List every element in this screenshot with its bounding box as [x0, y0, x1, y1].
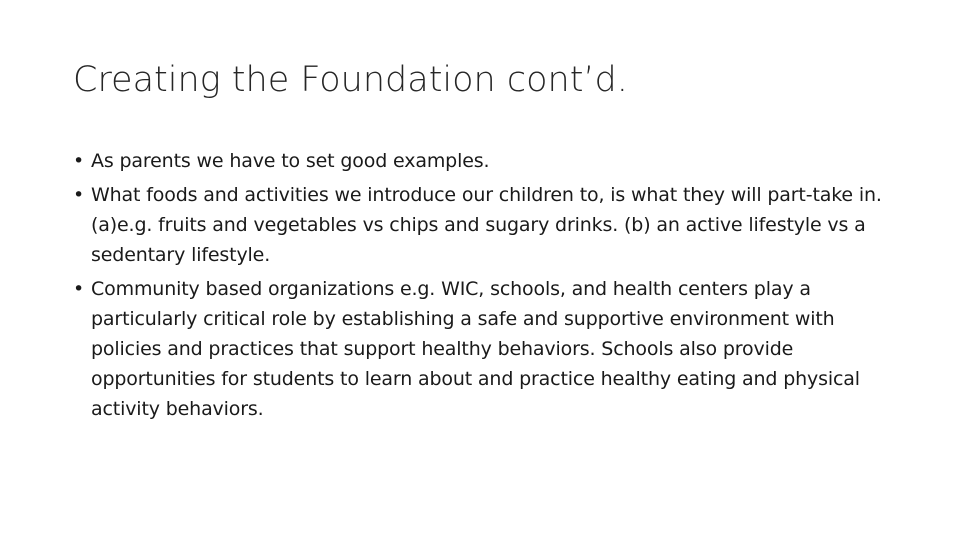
slide-title: Creating the Foundation cont’d. — [73, 60, 628, 100]
bullet-text: What foods and activities we introduce our children to, is what they will part-take in. (a)e.g. fruits and vegetables vs chips and sugary drinks. (b) an active lifestyle vs a sedentary lifestyle. — [91, 184, 882, 266]
bullet-list — [73, 146, 903, 428]
bullet-text: Community based organizations e.g. WIC, schools, and health centers play a particularly critical role by establishing a safe and supportive environment with policies and practices that support healthy behaviors. Schools also provide opportunities for students to learn about and practice healthy eating and physical activity behaviors. — [91, 278, 860, 420]
bullet-text: As parents we have to set good examples. — [91, 150, 490, 172]
bullet-item — [73, 146, 903, 176]
bullet-glyph: • — [73, 278, 85, 300]
bullet-item — [73, 180, 903, 270]
bullet-glyph: • — [73, 150, 85, 172]
bullet-item — [73, 274, 903, 424]
bullet-glyph: • — [73, 184, 85, 206]
